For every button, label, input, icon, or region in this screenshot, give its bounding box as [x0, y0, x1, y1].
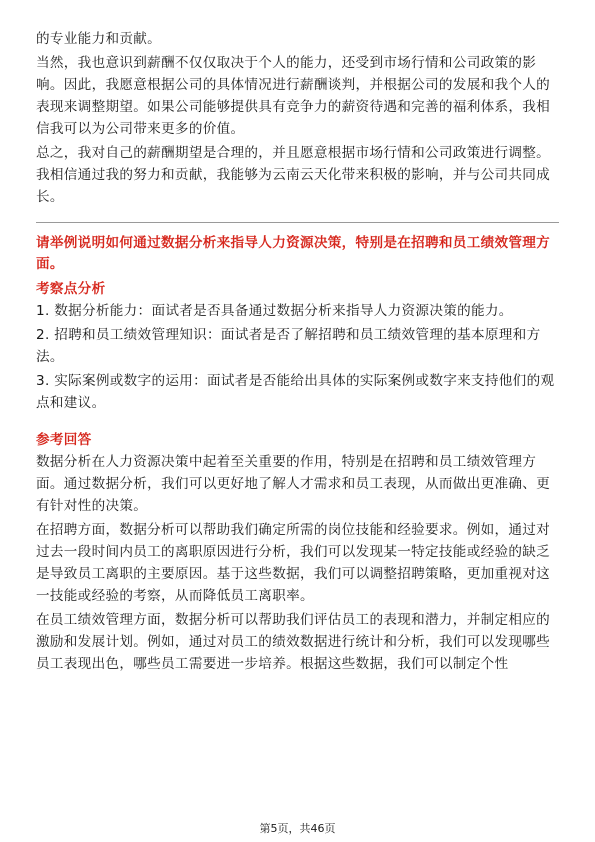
analysis-item: 1. 数据分析能力：面试者是否具备通过数据分析来指导人力资源决策的能力。 — [36, 303, 513, 319]
answer-paragraph: 在员工绩效管理方面，数据分析可以帮助我们评估员工的表现和潜力，并制定相应的激励和发展计划。例如，通过对员工的绩效数据进行统计和分析，我们可以发现哪些员工表现出色，哪些员工需要进一步培养。根据这些数据，我们可以制定个性 — [36, 612, 551, 672]
answer-paragraph: 在招聘方面，数据分析可以帮助我们确定所需的岗位技能和经验要求。例如，通过对过去一段时间内员工的离职原因进行分析，我们可以发现某一特定技能或经验的缺乏是导致员工离职的主要原因。基于这些数据，我们可以调整招聘策略，更加重视对这一技能或经验的考察，从而降低员工离职率。 — [36, 522, 551, 604]
analysis-item: 3. 实际案例或数字的运用：面试者是否能给出具体的实际案例或数字来支持他们的观点和建议。 — [36, 373, 555, 411]
section-divider — [36, 222, 559, 223]
question-heading: 请举例说明如何通过数据分析来指导人力资源决策，特别是在招聘和员工绩效管理方面。 — [36, 235, 551, 272]
analysis-item: 2. 招聘和员工绩效管理知识：面试者是否了解招聘和员工绩效管理的基本原理和方法。 — [36, 327, 541, 365]
document-page — [36, 28, 559, 677]
body-paragraph: 当然，我也意识到薪酬不仅仅取决于个人的能力，还受到市场行情和公司政策的影响。因此，我愿意根据公司的具体情况进行薪酬谈判，并根据公司的发展和我个人的表现来调整期望。如果公司能够提供具有竞争力的薪资待遇和完善的福利体系，我相信我可以为公司带来更多的价值。 — [36, 55, 551, 137]
body-paragraph: 总之，我对自己的薪酬期望是合理的，并且愿意根据市场行情和公司政策进行调整。我相信通过我的努力和贡献，我能够为云南云天化带来积极的影响，并与公司共同成长。 — [36, 145, 551, 205]
page-number-footer: 第5页，共46页 — [259, 822, 336, 835]
answer-paragraph: 数据分析在人力资源决策中起着至关重要的作用，特别是在招聘和员工绩效管理方面。通过数据分析，我们可以更好地了解人才需求和员工表现，从而做出更准确、更有针对性的决策。 — [36, 454, 551, 514]
answer-title: 参考回答 — [36, 432, 92, 448]
analysis-title: 考察点分析 — [36, 281, 106, 297]
body-paragraph: 的专业能力和贡献。 — [36, 31, 162, 47]
